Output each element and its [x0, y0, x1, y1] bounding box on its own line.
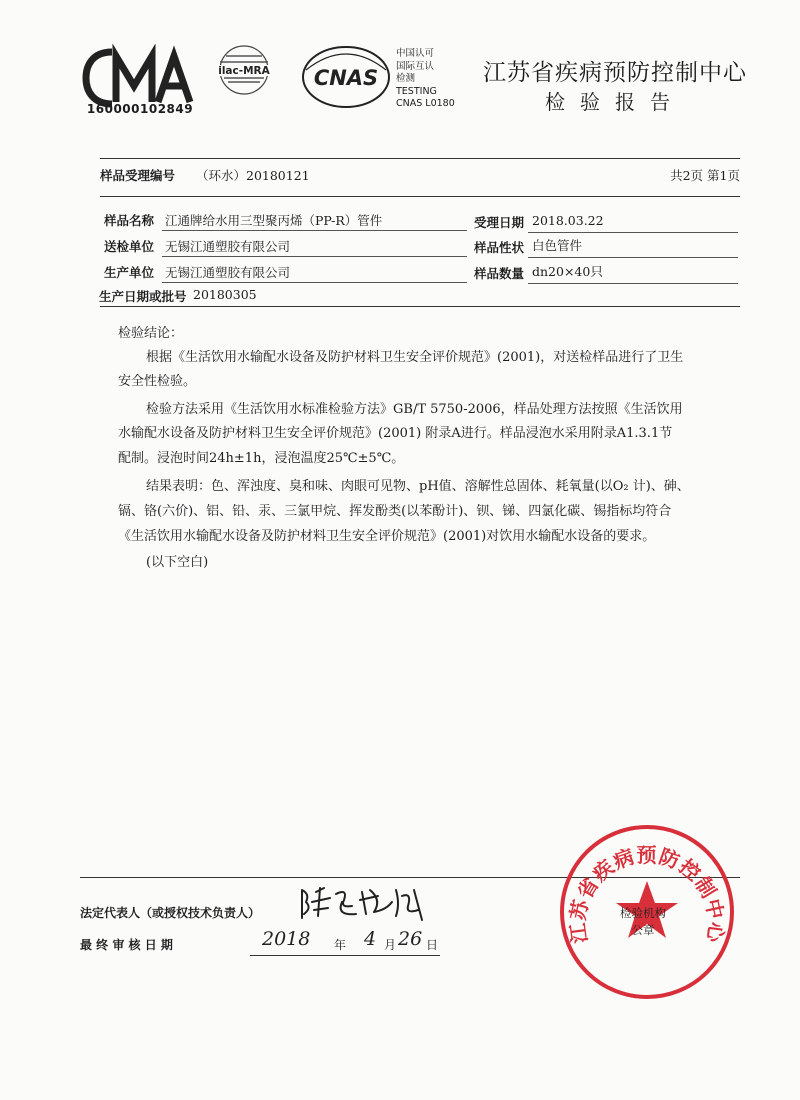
seal-line: 检验机构: [620, 906, 666, 920]
sample-name-label: 样品名称: [104, 213, 155, 228]
production-label: 生产日期或批号: [99, 289, 187, 304]
conclusion-line: 《生活饮用水输配水设备及防护材料卫生安全评价规范》(2001)对饮用水输配水设备的要求。: [118, 529, 656, 544]
ilac-mra-logo: [203, 42, 285, 104]
cnas-logo: [300, 42, 392, 112]
conclusion-line: 根据《生活饮用水输配水设备及防护材料卫生安全评价规范》(2001)，对送检样品进行了卫生: [146, 350, 684, 365]
svg-text:江苏省疾病预防控制中心: 江苏省疾病预防控制中心: [565, 842, 729, 945]
accreditation-text: [396, 48, 460, 111]
conclusion-heading: 检验结论：: [118, 326, 184, 341]
report-subtitle: 检验报告: [545, 90, 685, 114]
submitter-label: 送检单位: [104, 239, 155, 254]
accreditation-line: CNAS L0180: [396, 98, 455, 109]
sample-receipt-label: 样品受理编号: [100, 168, 176, 183]
field-underline: [162, 282, 467, 283]
sample-receipt-value: （环水）20180121: [196, 168, 310, 183]
divider: [100, 196, 740, 197]
submitter-value: 无锡江通塑胶有限公司: [165, 239, 291, 254]
conclusion-line: 结果表明：色、浑浊度、臭和味、肉眼可见物、pH值、溶解性总固体、耗氧量(以O₂ 计)、砷、: [146, 479, 690, 494]
field-underline: [528, 232, 738, 233]
svg-text:CNAS: CNAS: [313, 66, 379, 90]
field-underline: [528, 257, 738, 258]
conclusion-line: 安全性检验。: [118, 374, 197, 389]
accreditation-line: 检测: [396, 73, 416, 84]
manufacturer-label: 生产单位: [104, 265, 155, 280]
seal-center-text: [598, 905, 688, 939]
date-month: 4: [364, 928, 377, 950]
sample-quantity-label: 样品数量: [474, 266, 525, 281]
svg-text:ilac-MRA: ilac-MRA: [218, 65, 270, 77]
report-title: 江苏省疾病预防控制中心: [483, 60, 747, 86]
field-underline: [162, 256, 467, 257]
seal-line: 公章: [631, 923, 655, 937]
date-year-unit: 年: [334, 938, 347, 952]
conclusion-line: 水输配水设备及防护材料卫生安全评价规范》(2001) 附录A进行。样品浸泡水采用附录A1.3.1节: [118, 426, 673, 441]
sample-quantity-value: dn20×40只: [532, 264, 603, 279]
accreditation-line: 中国认可: [396, 48, 435, 59]
handwritten-signature: [296, 880, 446, 924]
cma-number: 160000102849: [86, 102, 194, 116]
conclusion-line: 检验方法采用《生活饮用水标准检验方法》GB/T 5750-2006，样品处理方法按照《生活饮用: [146, 402, 683, 417]
divider: [100, 158, 740, 159]
date-underline: [250, 955, 440, 956]
sample-property-label: 样品性状: [474, 240, 525, 255]
sample-name-value: 江通牌给水用三型聚丙烯（PP-R）管件: [165, 213, 383, 228]
field-underline: [528, 283, 738, 284]
accreditation-line: TESTING: [396, 85, 437, 97]
receipt-date-label: 受理日期: [474, 215, 525, 230]
conclusion-line: 镉、铬(六价)、铝、铅、汞、三氯甲烷、挥发酚类(以苯酚计)、钡、锑、四氯化碳、锡指标均符合: [118, 504, 672, 519]
receipt-date-value: 2018.03.22: [532, 213, 604, 228]
accreditation-line: 国际互认: [396, 60, 435, 72]
page-info: 共2页 第1页: [670, 168, 740, 183]
date-year: 2018: [262, 928, 311, 950]
manufacturer-value: 无锡江通塑胶有限公司: [165, 265, 291, 280]
date-day-unit: 日: [426, 938, 439, 952]
conclusion-line: 配制。浸泡时间24h±1h，浸泡温度25℃±5℃。: [118, 451, 405, 466]
representative-label: 法定代表人（或授权技术负责人）: [80, 906, 261, 920]
production-value: 20180305: [193, 287, 257, 302]
date-month-unit: 月: [384, 938, 397, 952]
date-handwritten: [252, 928, 442, 956]
divider: [100, 306, 740, 307]
blank-note: (以下空白): [146, 555, 209, 570]
final-date-label: 最 终 审 核 日 期: [80, 938, 173, 952]
field-underline: [162, 230, 467, 231]
sample-property-value: 白色管件: [532, 238, 583, 253]
date-day: 26: [398, 928, 423, 950]
